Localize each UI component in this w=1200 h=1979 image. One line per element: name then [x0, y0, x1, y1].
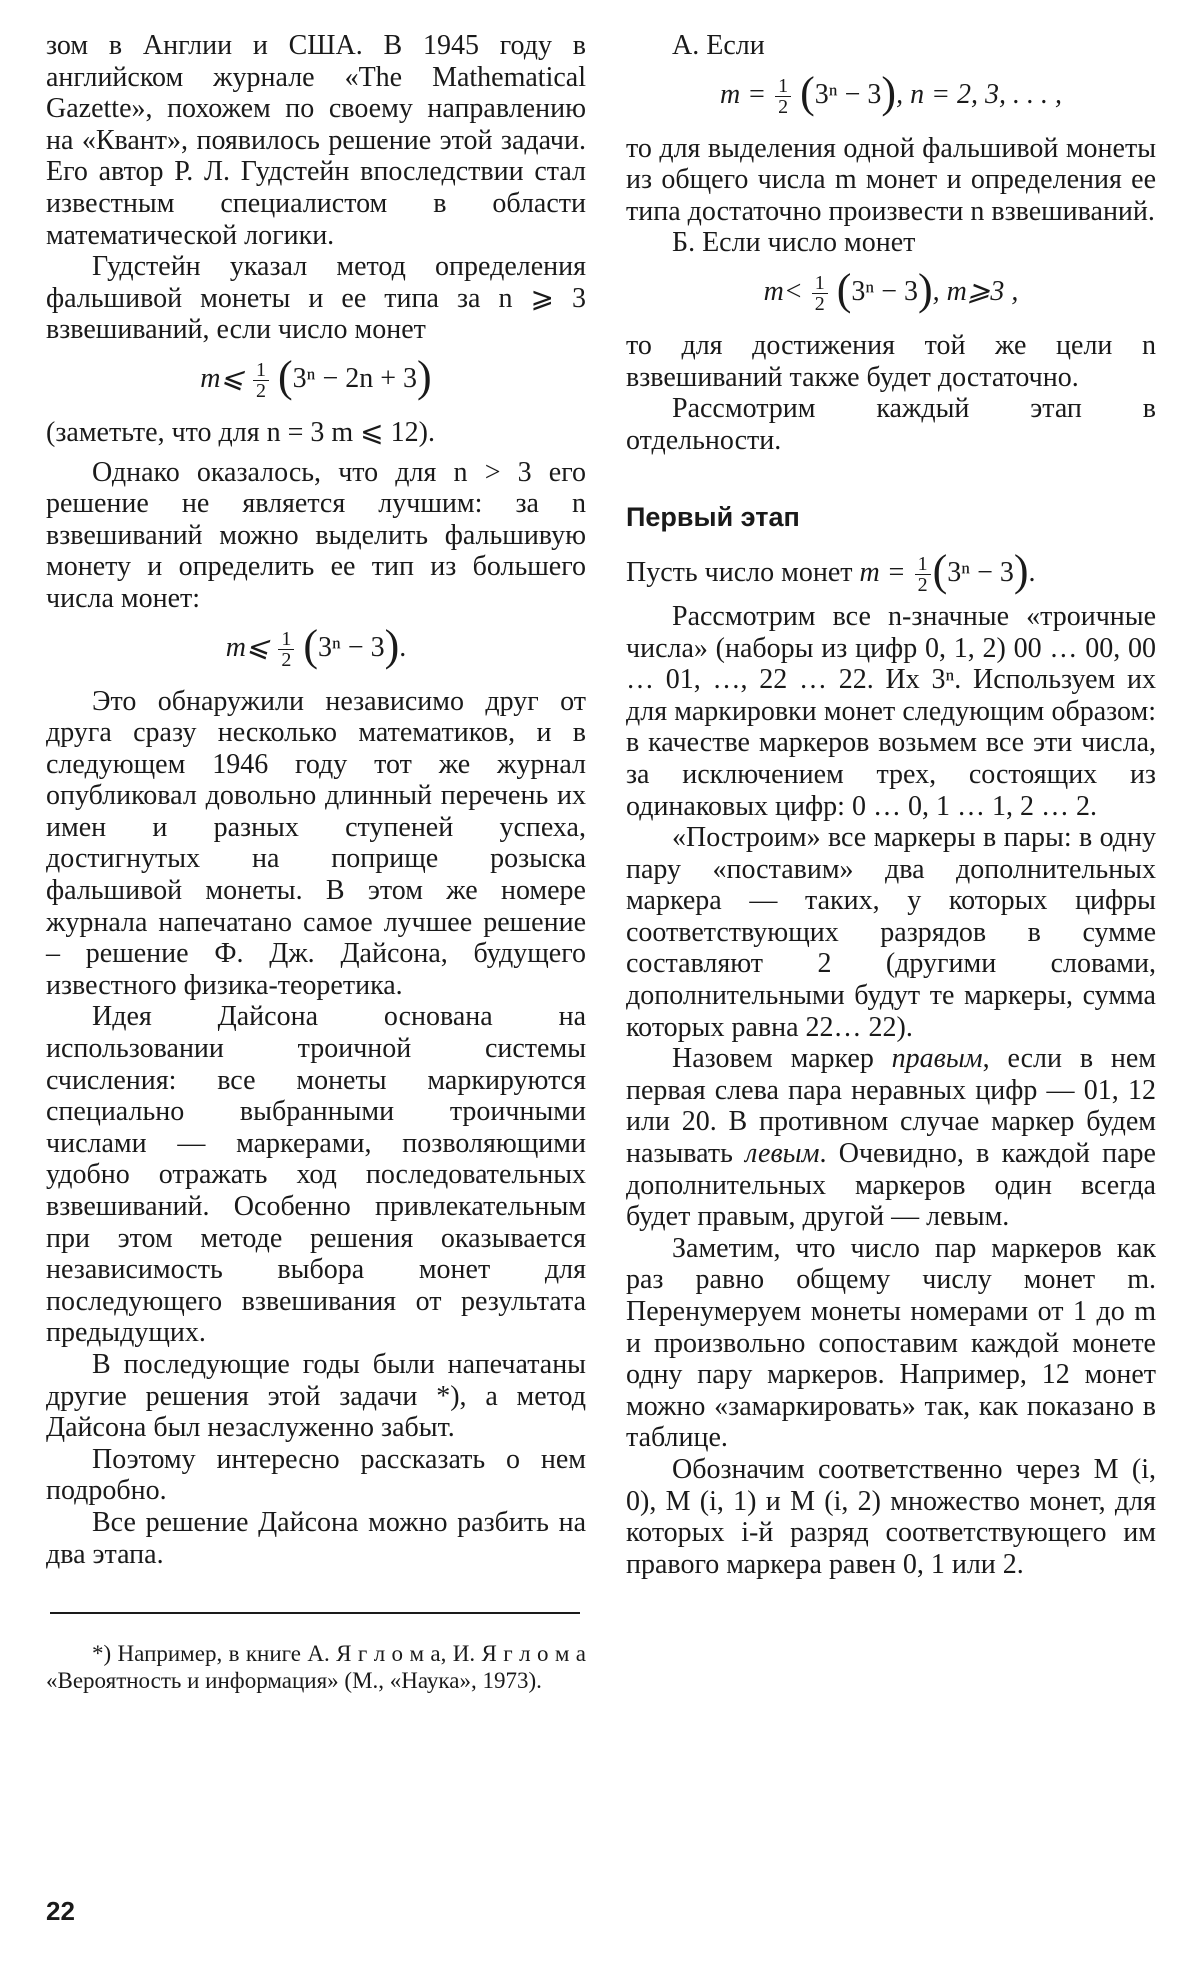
paragraph: (заметьте, что для n = 3 m ⩽ 12).: [46, 416, 435, 448]
formula-body: 3ⁿ − 3: [814, 78, 882, 110]
paragraph: Идея Дайсона основана на использовании троичной системы счисления: все монеты маркируются специально выбранными троичными числами — маркерами, позволяющими удобно отражать ход последовательных взвешиваний. Особенно привлекательным при этом методе решения оказывается независимость выбора монет для последующего взвешивания от результата предыдущих.: [46, 1001, 586, 1349]
formula-tail: , m⩾3 ,: [932, 275, 1019, 307]
formula-body: 3ⁿ − 3: [318, 631, 385, 663]
formula-lhs: m⩽: [225, 631, 270, 663]
paragraph: В последующие годы были напечатаны другие решения этой задачи *), а метод Дайсона был незаслуженно забыт.: [46, 1348, 586, 1444]
footnote-divider: [50, 1612, 580, 1614]
paragraph: Это обнаружили независимо друг от друга сразу несколько математиков, и в следующем 1946 году тот же журнал опубликовал довольно длинный перечень их имен и разных ступеней успеха, достигнутых на поприще розыска фальшивой монеты. В этом же номере журнала напечатано самое лучшее решение – решение Ф. Дж. Дайсона, будущего известного физика-теоретика.: [46, 685, 586, 1001]
term-left: левым: [745, 1138, 820, 1170]
paragraph: то для выделения одной фальшивой монеты из общего числа m монет и определения ее типа достаточно произвести n взвешиваний.: [626, 132, 1156, 227]
fraction: $\frac{1}{2}$: [915, 554, 931, 595]
paragraph: Назовем маркер правым, если в нем первая слева пара неравных цифр — 01, 12 или 20. В противном случае маркер будем называть левым. Очевидно, в каждой паре дополнительных маркеров один всегда будет правым, другой — левым.: [626, 1043, 1156, 1233]
paragraph: Гудстейн указал метод определения фальшивой монеты и ее типа за n ⩾ 3 взвешиваний, если число монет: [46, 251, 586, 346]
formula-tail: , n = 2, 3, . . . ,: [896, 78, 1062, 110]
paragraph: Обозначим соответственно через M (i, 0), M (i, 1) и M (i, 2) множество монет, для которых i-й разряд соответствующего им правого маркера равен 0, 1 или 2.: [626, 1453, 1156, 1580]
formula: m = $\frac{1}{2}$ (3ⁿ − 3), n = 2, 3, . . . ,: [720, 67, 1062, 118]
paragraph: зом в Англии и США. В 1945 году в английском журнале «The Mathematical Gazette», похожем по своему направлению на «Квант», появилось решение этой задачи. Его автор Р. Л. Гудстейн впоследствии стал известным специалистом в области математической логики.: [46, 30, 586, 251]
case-a-label: А. Если: [672, 30, 765, 61]
formula-lhs: m =: [859, 556, 906, 588]
page-number: 22: [46, 1896, 75, 1926]
paragraph: Рассмотрим все n-значные «троичные числа» (наборы из цифр 0, 1, 2) 00 … 00, 00 … 01, …, 22 … 22. Их 3ⁿ. Используем их для маркировки монет следующим образом: в качестве маркеров возьмем все эти числа, за исключением трех, состоящих из одинаковых цифр: 0 … 0, 1 … 1, 2 … 2.: [626, 600, 1156, 822]
right-column: [626, 30, 1156, 1580]
formula-body: 3ⁿ − 3: [851, 275, 919, 307]
paragraph: то для достижения той же цели n взвешиваний также будет достаточно.: [626, 329, 1156, 393]
formula: m< $\frac{1}{2}$ (3ⁿ − 3), m⩾3 ,: [763, 264, 1019, 315]
footnote: *) Например, в книге А. Я г л о м а, И. Я г л о м а «Вероятность и информация» (М., «Наука», 1973).: [46, 1641, 586, 1694]
formula-body: 3ⁿ − 3: [947, 556, 1014, 588]
formula-tail: .: [399, 631, 407, 663]
formula: m⩽ $\frac{1}{2}$ (3ⁿ − 2n + 3): [200, 351, 432, 402]
fraction: $\frac{1}{2}$: [812, 273, 828, 314]
formula-lhs: m<: [763, 275, 803, 307]
paragraph: Рассмотрим каждый этап в отдельности.: [626, 393, 1156, 456]
section-heading: Первый этап: [626, 502, 800, 533]
fraction: $\frac{1}{2}$: [278, 629, 294, 670]
formula-tail: .: [1028, 556, 1036, 588]
case-b-label: Б. Если число монет: [672, 227, 916, 259]
fraction: $\frac{1}{2}$: [253, 360, 269, 401]
paragraph: «Построим» все маркеры в пары: в одну пару «поставим» два дополнительных маркера — таких, у которых цифры соответствующих разрядов в сумме составляют 2 (другими словами, дополнительными будут те маркеры, сумма которых равна 22… 22).: [626, 822, 1156, 1043]
paragraph: Пусть число монет m = $\frac{1}{2}$ (3ⁿ − 3).: [626, 545, 1036, 596]
paragraph: Однако оказалось, что для n > 3 его решение не является лучшим: за n взвешиваний можно выделить фальшивую монету и определить ее тип из большего числа монет:: [46, 456, 586, 614]
fraction: $\frac{1}{2}$: [775, 76, 791, 117]
formula-lhs: m⩽: [200, 362, 244, 394]
paragraph: Заметим, что число пар маркеров как раз равно общему числу монет m. Перенумеруем монеты номерами от 1 до m и произвольно сопоставим каждой монете одну пару маркеров. Например, 12 монет можно «замаркировать» так, как показано в таблице.: [626, 1232, 1156, 1454]
formula: m⩽ $\frac{1}{2}$ (3ⁿ − 3).: [225, 620, 407, 671]
paragraph: Поэтому интересно рассказать о нем подробно.: [46, 1443, 586, 1507]
formula-body: 3ⁿ − 2n + 3: [292, 362, 418, 394]
formula-lhs: m =: [720, 78, 767, 110]
paragraph: Все решение Дайсона можно разбить на два этапа.: [46, 1506, 586, 1570]
term-right: правым: [891, 1043, 983, 1075]
paragraph-text: Пусть число монет: [626, 556, 853, 588]
left-column: [46, 30, 586, 1694]
